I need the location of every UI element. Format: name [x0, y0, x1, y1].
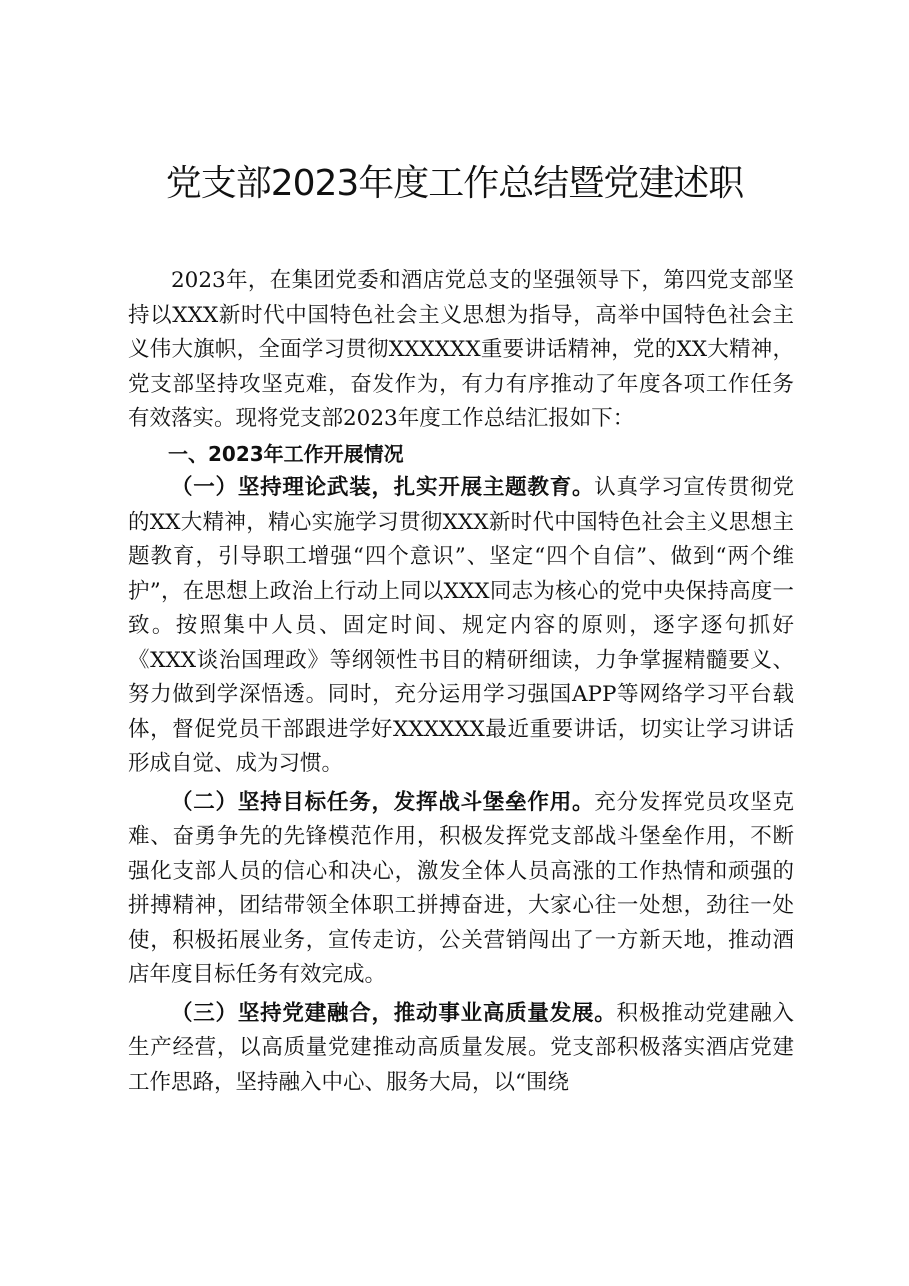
item-lead-2: （二）坚持目标任务，发挥战斗堡垒作用。 — [171, 789, 595, 815]
section-heading: 一、2023年工作开展情况 — [168, 441, 404, 466]
item-text-2: 充分发挥党员攻坚克难、奋勇争先的先锋模范作用，积极发挥党支部战斗堡垒作用，不断强化支部人员的信心和决心，激发全体人员高涨的工作热情和顽强的拼搏精神，团结带领全体职工拼搏奋进，大家心往一处想，劲往一处使，积极拓展业务，宣传走访，公关营销闯出了一方新天地，推动酒店年度目标任务有效完成。 — [128, 789, 794, 987]
item-lead-3: （三）坚持党建融合，推动事业高质量发展。 — [171, 1000, 617, 1026]
item-paragraph-3 — [128, 997, 794, 1101]
item-lead-1: （一）坚持理论武装，扎实开展主题教育。 — [171, 475, 595, 500]
item-paragraph-2 — [128, 786, 794, 993]
item-text-1: 认真学习宣传贯彻党的XX大精神，精心实施学习贯彻XXX新时代中国特色社会主义思想主题教育，引导职工增强“四个意识”、坚定“四个自信”、做到“两个维护”，在思想上政治上行动上同以XXX同志为核心的党中央保持高度一致。按照集中人员、固定时间、规定内容的原则，逐字逐句抓好《XXX谈治国理政》等纲领性书目的精研细读，力争掌握精髓要义、努力做到学深悟透。同时，充分运用学习强国APP等网络学习平台载体，督促党员干部跟进学好XXXXXX最近重要讲话，切实让学习讲话形成自觉、成为习惯。 — [128, 475, 794, 776]
item-text-3: 积极推动党建融入生产经营，以高质量党建推动高质量发展。党支部积极落实酒店党建工作思路，坚持融入中心、服务大局，以“围绕 — [128, 1000, 794, 1095]
document-body — [128, 264, 794, 1100]
item-paragraph-1 — [128, 471, 794, 782]
intro-paragraph: 2023年，在集团党委和酒店党总支的坚强领导下，第四党支部坚持以XXX新时代中国特色社会主义思想为指导，高举中国特色社会主义伟大旗帜，全面学习贯彻XXXXXX重要讲话精神，党的XX大精神，党支部坚持攻坚克难，奋发作为，有力有序推动了年度各项工作任务有效落实。现将党支部2023年度工作总结汇报如下： — [128, 268, 794, 431]
document-title: 党支部2023年度工作总结暨党建述职 — [165, 163, 744, 204]
